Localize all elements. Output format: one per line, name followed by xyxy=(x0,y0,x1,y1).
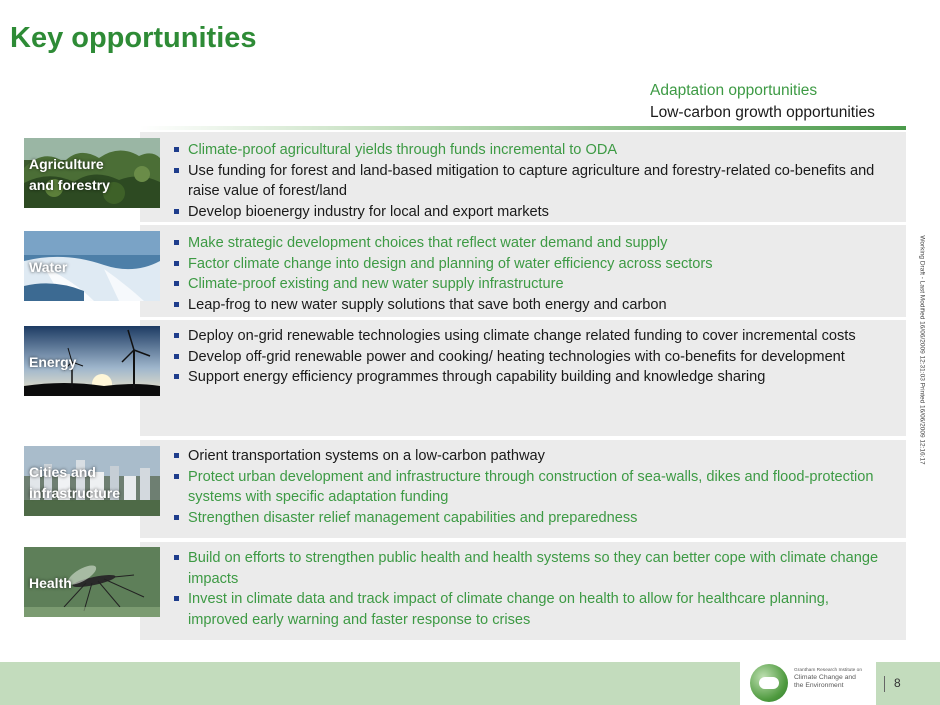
bullet-item: Make strategic development choices that reflect water demand and supply xyxy=(172,233,886,254)
sector-label: Energy xyxy=(29,354,77,370)
wind-turbine-image xyxy=(24,326,160,396)
bullet-item: Climate-proof agricultural yields through funds incremental to ODA xyxy=(172,140,886,161)
bullet-item: Develop off-grid renewable power and cooking/ heating technologies with co-benefits for development xyxy=(172,347,886,368)
logo-line-1: Climate Change and xyxy=(794,674,856,681)
sector-label: Cities and infrastructure xyxy=(29,464,121,501)
legend-adaptation: Adaptation opportunities xyxy=(650,82,818,99)
sector-label: Water xyxy=(29,259,68,275)
bullet-item: Use funding for forest and land-based mitigation to capture agriculture and forestry-related co-benefits and raise value of forest/land xyxy=(172,161,886,202)
legend xyxy=(650,80,875,124)
bullet-item: Orient transportation systems on a low-carbon pathway xyxy=(172,446,886,467)
bullet-list xyxy=(172,140,886,222)
mosquito-image xyxy=(24,547,160,617)
bullet-item: Strengthen disaster relief management capabilities and preparedness xyxy=(172,508,886,529)
bullet-list xyxy=(172,446,886,528)
page-divider xyxy=(884,676,885,692)
bullet-item: Build on efforts to strengthen public health and health systems so they can better cope with climate change impacts xyxy=(172,548,886,589)
forest-canopy-image xyxy=(24,138,160,208)
institute-logo-icon xyxy=(750,664,788,702)
footer-bar xyxy=(0,662,940,705)
page-number: 8 xyxy=(894,676,901,690)
sector-row-health xyxy=(24,542,906,640)
sector-row-energy xyxy=(24,320,906,436)
institute-logo xyxy=(740,662,876,705)
header-rule xyxy=(140,126,906,130)
bullet-item: Invest in climate data and track impact of climate change on health to allow for healthcare planning, improved early warning and faster response to crises xyxy=(172,589,886,630)
bullet-item: Climate-proof existing and new water supply infrastructure xyxy=(172,274,886,295)
bullet-list xyxy=(172,233,886,315)
logo-line-2: the Environment xyxy=(794,682,844,690)
bullet-item: Develop bioenergy industry for local and export markets xyxy=(172,202,886,223)
bullet-item: Leap-frog to new water supply solutions that save both energy and carbon xyxy=(172,295,886,316)
bullet-item: Deploy on-grid renewable technologies using climate change related funding to cover incremental costs xyxy=(172,326,886,347)
bullet-item: Protect urban development and infrastructure through construction of sea-walls, dikes and flood-protection systems with specific adaptation funding xyxy=(172,467,886,508)
sector-row-agriculture xyxy=(24,132,906,222)
legend-low-carbon: Low-carbon growth opportunities xyxy=(650,104,875,121)
draft-note-text: Working Draft - Last Modified 16/06/2009 12:31:03 Printed 16/06/2009 12:16:17 xyxy=(918,235,926,465)
bullet-item: Support energy efficiency programmes through capability building and knowledge sharing xyxy=(172,367,886,388)
sector-label: Health xyxy=(29,575,72,591)
bullet-list xyxy=(172,548,886,630)
sector-label: Agriculture and forestry xyxy=(29,156,110,193)
bullet-item: Factor climate change into design and planning of water efficiency across sectors xyxy=(172,254,886,275)
sector-row-cities xyxy=(24,440,906,538)
city-skyline-image xyxy=(24,446,160,516)
page-title: Key opportunities xyxy=(10,22,257,54)
draft-note xyxy=(910,200,934,500)
waterfall-image xyxy=(24,231,160,301)
bullet-list xyxy=(172,326,886,388)
logo-name: Grantham Research Institute on xyxy=(794,668,862,673)
institute-logo-text xyxy=(794,668,862,690)
sector-row-water xyxy=(24,225,906,317)
